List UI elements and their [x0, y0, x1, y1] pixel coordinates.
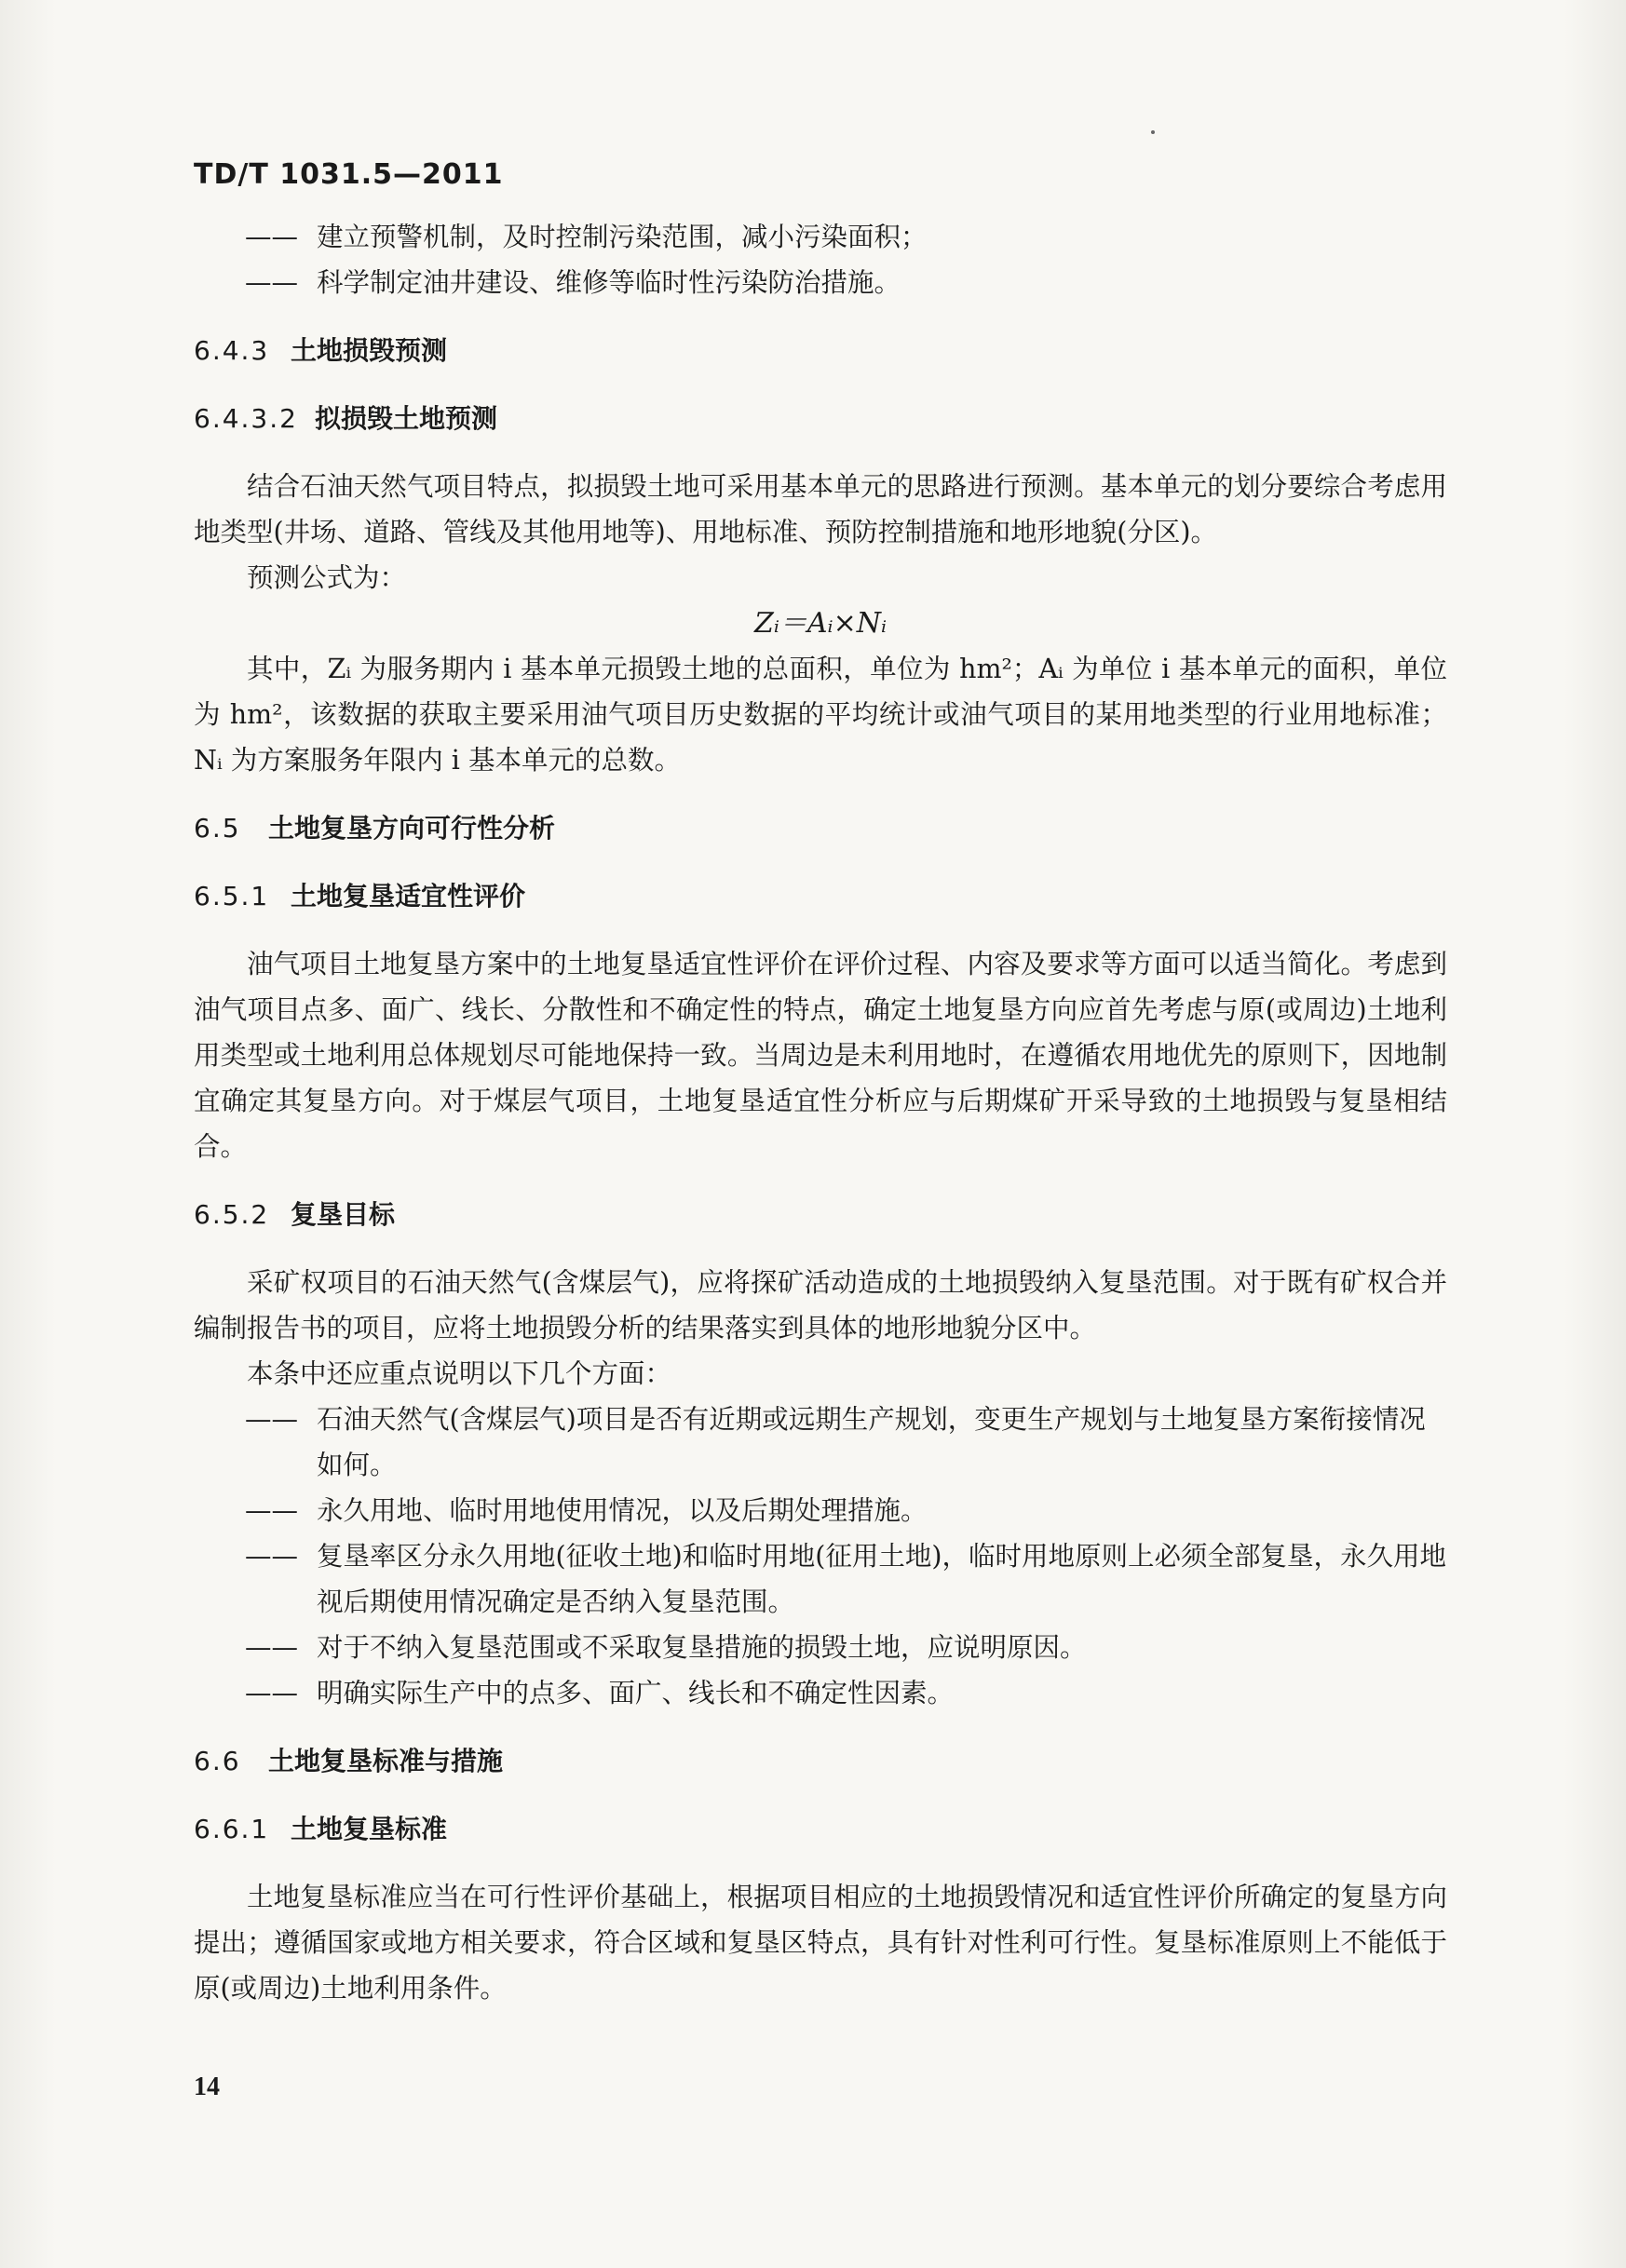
section-title: 土地复垦方向可行性分析	[268, 813, 556, 844]
dash-mark: ——	[245, 1632, 298, 1663]
section-heading-6-5	[194, 805, 1447, 851]
section-number: 6.6.1	[194, 1814, 270, 1844]
list-item	[194, 1625, 1447, 1670]
paragraph: 本条中还应重点说明以下几个方面：	[247, 1358, 672, 1389]
section-title: 土地损毁预测	[291, 335, 448, 366]
paragraph: 采矿权项目的石油天然气(含煤层气)，应将探矿活动造成的土地损毁纳入复垦范围。对于既有矿权合并编制报告书的项目，应将土地损毁分析的结果落实到具体的地形地貌分区中。	[194, 1267, 1447, 1343]
section-number: 6.6	[194, 1746, 241, 1776]
section-number: 6.4.3.2	[194, 403, 298, 434]
dash-mark: ——	[245, 267, 298, 298]
list-item	[194, 260, 1447, 305]
section-heading-6-6-1	[194, 1806, 1447, 1852]
section-number: 6.5	[194, 813, 241, 844]
list-item-text: 科学制定油井建设、维修等临时性污染防治措施。	[317, 267, 901, 298]
list-item-text: 明确实际生产中的点多、面广、线长和不确定性因素。	[317, 1678, 955, 1708]
section-number: 6.4.3	[194, 335, 270, 366]
list-item	[194, 1670, 1447, 1716]
list-item	[194, 214, 1447, 260]
list-item-text: 复垦率区分永久用地(征收土地)和临时用地(征用土地)，临时用地原则上必须全部复垦，永久用地视后期使用情况确定是否纳入复垦范围。	[317, 1541, 1446, 1617]
section-title: 土地复垦适宜性评价	[291, 881, 526, 911]
paragraph: 土地复垦标准应当在可行性评价基础上，根据项目相应的土地损毁情况和适宜性评价所确定的复垦方向提出；遵循国家或地方相关要求，符合区域和复垦区特点，具有针对性利可行性。复垦标准原则上不能低于原(或周边)土地利用条件。	[194, 1882, 1447, 2004]
body-content	[194, 214, 1447, 2011]
list-item	[194, 1488, 1447, 1533]
section-title: 土地复垦标准与措施	[268, 1746, 504, 1776]
section-number: 6.5.1	[194, 881, 270, 911]
paragraph: 结合石油天然气项目特点，拟损毁土地可采用基本单元的思路进行预测。基本单元的划分要综合考虑用地类型(井场、道路、管线及其他用地等)、用地标准、预防控制措施和地形地貌(分区)。	[194, 471, 1447, 547]
list-item	[194, 1397, 1447, 1488]
section-number: 6.5.2	[194, 1199, 270, 1230]
list-item-text: 对于不纳入复垦范围或不采取复垦措施的损毁土地，应说明原因。	[317, 1632, 1087, 1663]
paragraph: 预测公式为：	[247, 562, 407, 593]
list-item-text: 永久用地、临时用地使用情况，以及后期处理措施。	[317, 1495, 928, 1526]
dash-mark: ——	[245, 1495, 298, 1526]
section-title: 土地复垦标准	[291, 1814, 448, 1844]
dash-mark: ——	[245, 1404, 298, 1435]
section-heading-6-4-3	[194, 328, 1447, 373]
standard-code-header: TD/T 1031.5—2011	[194, 158, 504, 191]
page-number: 14	[194, 2072, 220, 2101]
dash-mark: ——	[245, 222, 298, 252]
section-heading-6-4-3-2	[194, 396, 1447, 441]
list-item	[194, 1533, 1447, 1625]
section-heading-6-5-1	[194, 873, 1447, 919]
speck	[1151, 130, 1155, 134]
section-heading-6-5-2	[194, 1192, 1447, 1237]
section-title: 拟损毁土地预测	[315, 403, 498, 434]
paragraph: 其中，Zᵢ 为服务期内 i 基本单元损毁土地的总面积，单位为 hm²；Aᵢ 为单位 i 基本单元的面积，单位为 hm²，该数据的获取主要采用油气项目历史数据的平均统计或油气项目的某用地类型的行业用地标准；Nᵢ 为方案服务年限内 i 基本单元的总数。	[194, 654, 1447, 776]
formula: Zᵢ＝Aᵢ×Nᵢ	[753, 607, 887, 640]
dash-mark: ——	[245, 1541, 298, 1572]
section-heading-6-6	[194, 1738, 1447, 1784]
dash-mark: ——	[245, 1678, 298, 1708]
list-item-text: 建立预警机制，及时控制污染范围，减小污染面积；	[317, 222, 928, 252]
list-item-text: 石油天然气(含煤层气)项目是否有近期或远期生产规划，变更生产规划与土地复垦方案衔接情况如何。	[317, 1404, 1426, 1480]
section-title: 复垦目标	[291, 1199, 396, 1230]
paragraph: 油气项目土地复垦方案中的土地复垦适宜性评价在评价过程、内容及要求等方面可以适当简化。考虑到油气项目点多、面广、线长、分散性和不确定性的特点，确定土地复垦方向应首先考虑与原(或周边)土地利用类型或土地利用总体规划尽可能地保持一致。当周边是未利用地时，在遵循农用地优先的原则下，因地制宜确定其复垦方向。对于煤层气项目，土地复垦适宜性分析应与后期煤矿开采导致的土地损毁与复垦相结合。	[194, 949, 1447, 1162]
